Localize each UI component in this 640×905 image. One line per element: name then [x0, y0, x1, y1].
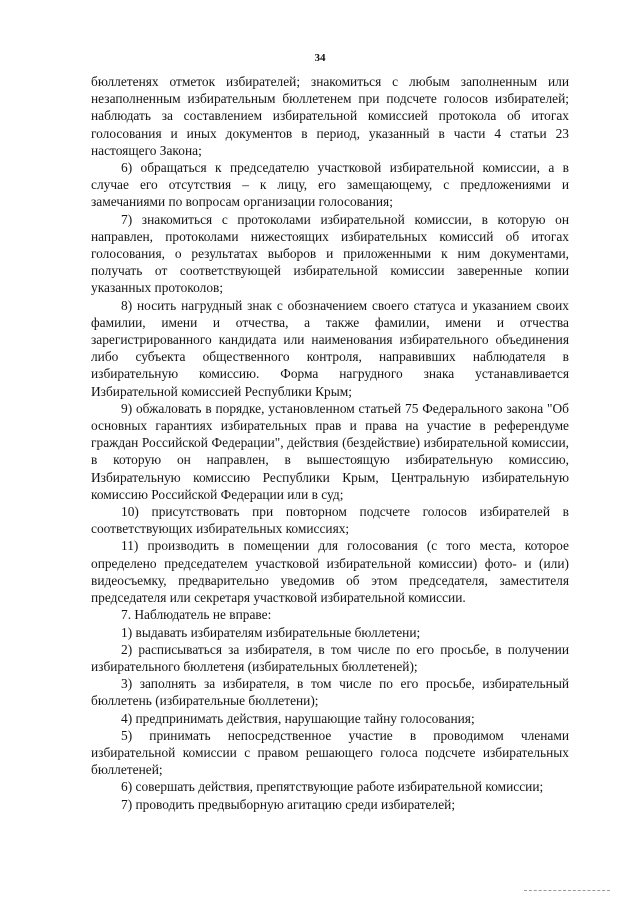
paragraph-item-8: 8) носить нагрудный знак с обозначением своего статуса и указанием своих фамилии, имени и отчества, а также фамилии, имени и отчества зарегистрированного кандидата или наименования избирательного объединения либо субъекта общественного контроля, направивших наблюдателя в избирательную комиссию. Форма нагрудного знака устанавливается Избирательной комиссией Республики Крым;	[91, 297, 569, 399]
paragraph-item-6: 6) обращаться к председателю участковой избирательной комиссии, а в случае его отсутствия – к лицу, его замещающему, с предложениями и замечаниями по вопросам организации голосования;	[91, 160, 569, 210]
prohibition-item-1: 1) выдавать избирателям избирательные бюллетени;	[121, 624, 421, 640]
prohibition-item-2: 2) расписываться за избирателя, в том числе по его просьбе, в получении избирательного бюллетеня (избирательных бюллетеней);	[91, 641, 569, 674]
prohibition-item-7: 7) проводить предвыборную агитацию среди избирателей;	[121, 796, 456, 812]
paragraph-item-7: 7) знакомиться с протоколами избирательной комиссии, в которую он направлен, протоколами нижестоящих избирательных комиссий об итогах голосования, о результатах выборов и приложенными к ним документами, получать от соответствующей избирательной комиссии заверенные копии указанных протоколов;	[91, 211, 569, 296]
paragraph-continuation: бюллетенях отметок избирателей; знакомиться с любым заполненным или незаполненным избирательным бюллетенем при подсчете голосов избирателей; наблюдать за составлением избирательной комиссией протокола об итогах голосования и иных документов в период, указанный в части 4 статьи 23 настоящего Закона;	[91, 74, 569, 158]
prohibition-item-4: 4) предпринимать действия, нарушающие тайну голосования;	[121, 710, 475, 726]
footer-divider	[524, 890, 610, 891]
prohibition-item-6: 6) совершать действия, препятствующие работе избирательной комиссии;	[121, 779, 544, 795]
prohibition-item-5: 5) принимать непосредственное участие в проводимом членами избирательной комиссии с правом решающего голоса подсчете избирательных бюллетеней;	[91, 727, 569, 778]
paragraph-item-10: 10) присутствовать при повторном подсчете голосов избирателей в соответствующих избирательных комиссиях;	[91, 504, 569, 537]
section-heading-prohibitions: 7. Наблюдатель не вправе:	[121, 607, 272, 623]
paragraph-item-9: 9) обжаловать в порядке, установленном статьей 75 Федерального закона "Об основных гарантиях избирательных прав и права на участие в референдуме граждан Российской Федерации", действия (бездействие) избирательной комиссии, в которую он направлен, в вышестоящую избирательную комиссию, Избирательную комиссию Республики Крым, Центральную избирательную комиссию Российской Федерации или в суд;	[91, 400, 569, 502]
page-number: 34	[314, 52, 326, 64]
paragraph-item-11: 11) производить в помещении для голосования (с того места, которое определено председателем участковой избирательной комиссии) фото- и (или) видеосъемку, предварительно уведомив об этом председателя, заместителя председателя или секретаря участковой избирательной комиссии.	[91, 538, 569, 606]
document-body	[91, 73, 569, 813]
prohibition-item-3: 3) заполнять за избирателя, в том числе по его просьбе, избирательный бюллетень (избирательные бюллетени);	[91, 676, 569, 709]
